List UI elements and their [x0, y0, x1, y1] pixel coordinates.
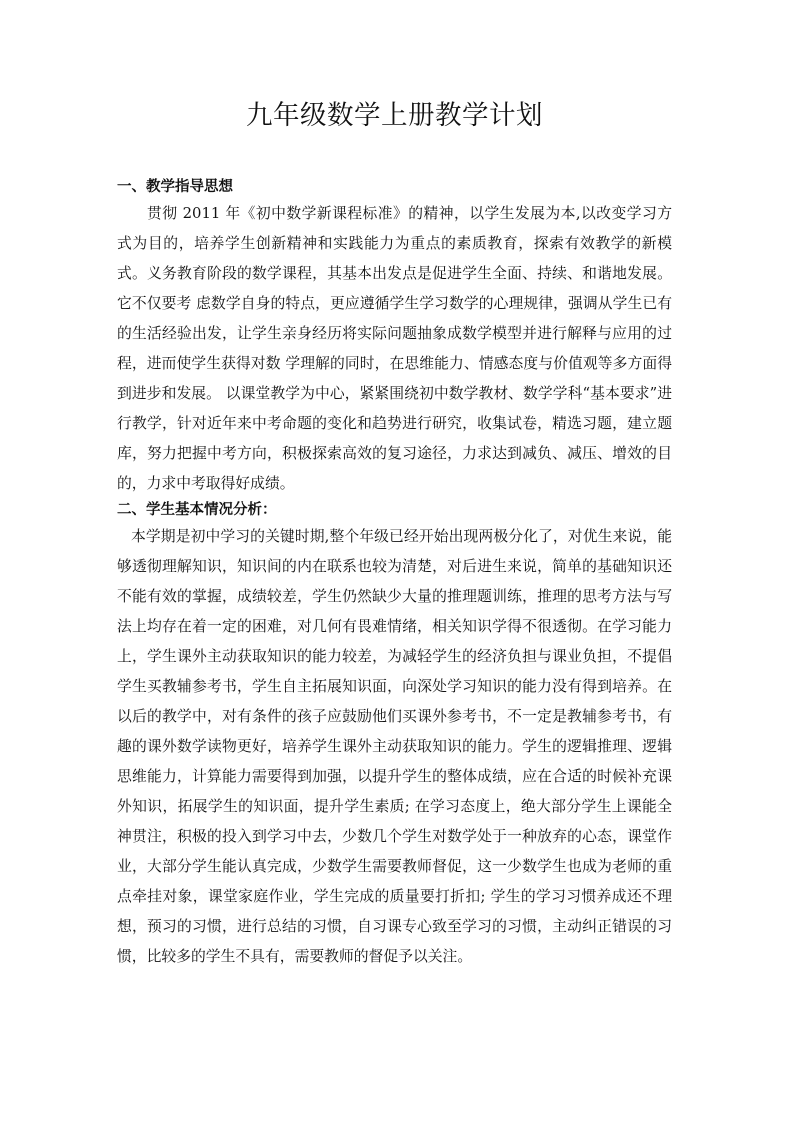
section-heading-student-analysis: 二、学生基本情况分析：: [117, 502, 277, 518]
section-student-analysis: [117, 499, 672, 972]
section-teaching-guideline: [117, 176, 672, 499]
section-heading-teaching-guideline: 一、教学指导思想: [117, 179, 233, 195]
paragraph-student-analysis: 本学期是初中学习的关键时期,整个年级已经开始出现两极分化了，对优生来说，能够透彻理解知识，知识间的内在联系也较为清楚，对后进生来说，简单的基础知识还不能有效的掌握，成绩较差，学生仍然缺少大量的推理题训练，推理的思考方法与写法上均存在着一定的困难，对几何有畏难情绪，相关知识学得不很透彻。在学习能力上，学生课外主动获取知识的能力较差，为减轻学生的经济负担与课业负担，不提倡学生买教辅参考书，学生自主拓展知识面，向深处学习知识的能力没有得到培养。在以后的教学中，对有条件的孩子应鼓励他们买课外参考书，不一定是教辅参考书，有趣的课外数学读物更好，培养学生课外主动获取知识的能力。学生的逻辑推理、逻辑思维能力，计算能力需要得到加强，以提升学生的整体成绩，应在合适的时候补充课外知识，拓展学生的知识面，提升学生素质; 在学习态度上，绝大部分学生上课能全神贯注，积极的投入到学习中去，少数几个学生对数学处于一种放弃的心态，课堂作业，大部分学生能认真完成，少数学生需要教师督促，这一少数学生也成为老师的重点牵挂对象，课堂家庭作业，学生完成的质量要打折扣; 学生的学习习惯养成还不理想，预习的习惯，进行总结的习惯，自习课专心致至学习的习惯，主动纠正错误的习惯，比较多的学生不具有，需要教师的督促予以关注。: [117, 528, 672, 965]
paragraph-teaching-guideline: 贯彻 2011 年《初中数学新课程标准》的精神，以学生发展为本,以改变学习方式为目的，培养学生创新精神和实践能力为重点的素质教育，探索有效教学的新模式。义务教育阶段的数学课程，其基本出发点是促进学生全面、持续、和谐地发展。它不仅要考 虑数学自身的特点，更应遵循学生学习数学的心理规律，强调从学生已有的生活经验出发，让学生亲身经历将实际问题抽象成数学模型并进行解释与应用的过程，进而使学生获得对数 学理解的同时，在思维能力、情感态度与价值观等多方面得到进步和发展。 以课堂教学为中心，紧紧围绕初中数学教材、数学学科“基本要求”进行教学，针对近年来中考命题的变化和趋势进行研究，收集试卷，精选习题，建立题库，努力把握中考方向，积极探索高效的复习途径，力求达到减负、减压、增效的目的，力求中考取得好成绩。: [117, 205, 672, 492]
document-title: 九年级数学上册教学计划: [246, 100, 543, 131]
